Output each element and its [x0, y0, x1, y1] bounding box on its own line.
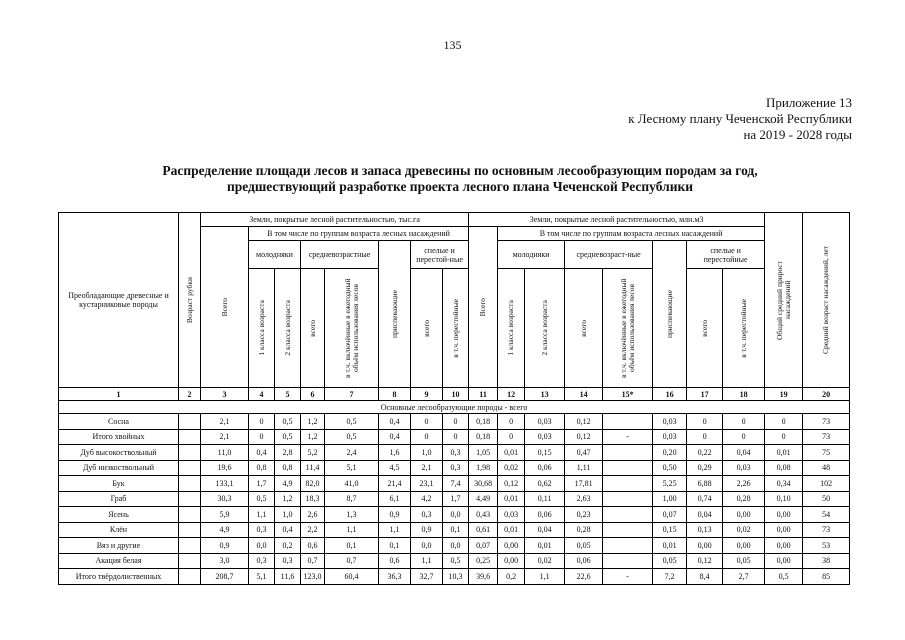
table-cell: 0,03	[525, 414, 565, 430]
table-cell: 0,18	[469, 429, 498, 445]
species-name: Клён	[59, 522, 179, 538]
table-cell: 30,68	[469, 476, 498, 492]
header-area-middle-incl: в т.ч. включённые в ежегодный объём использования лесов	[325, 269, 379, 388]
table-cell: 4,9	[201, 522, 249, 538]
species-name: Вяз и другие	[59, 538, 179, 554]
table-cell: 1,1	[325, 522, 379, 538]
table-cell: 22,6	[565, 569, 603, 585]
species-name: Бук	[59, 476, 179, 492]
table-cell: 0,22	[687, 445, 723, 461]
column-number: 12	[498, 388, 525, 401]
forest-distribution-table	[58, 212, 850, 585]
table-cell	[603, 414, 653, 430]
table-cell: 133,1	[201, 476, 249, 492]
column-number: 8	[379, 388, 411, 401]
table-cell: 0,43	[469, 507, 498, 523]
table-cell	[179, 460, 201, 476]
table-cell: 2,63	[565, 491, 603, 507]
table-cell: 0,06	[525, 507, 565, 523]
table-cell: 2,1	[201, 414, 249, 430]
table-cell: 208,7	[201, 569, 249, 585]
header-total-increment: Общий средний прирост насаждений	[765, 213, 803, 388]
table-cell: 53	[803, 538, 850, 554]
table-cell: 0,5	[249, 491, 275, 507]
table-cell: 0	[443, 429, 469, 445]
table-cell: 0,3	[443, 460, 469, 476]
table-cell: 0,5	[443, 553, 469, 569]
table-cell: 0,4	[275, 522, 301, 538]
table-cell: 0,3	[443, 445, 469, 461]
table-cell: 0,7	[325, 553, 379, 569]
column-number: 3	[201, 388, 249, 401]
appendix-line-3: на 2019 - 2028 годы	[743, 127, 852, 142]
table-cell: 0,12	[565, 429, 603, 445]
table-cell: 0	[723, 429, 765, 445]
table-cell: 73	[803, 522, 850, 538]
table-cell	[603, 507, 653, 523]
header-area-by-age: В том числе по группам возраста лесных насаждений	[249, 227, 469, 241]
table-cell: 5,1	[325, 460, 379, 476]
table-cell: 0,05	[565, 538, 603, 554]
species-name: Дуб низкоствольный	[59, 460, 179, 476]
table-cell: 0,00	[723, 507, 765, 523]
table-cell	[179, 507, 201, 523]
table-cell: 38	[803, 553, 850, 569]
header-stock-maturing: приспевающие	[653, 241, 687, 388]
table-cell: 0,25	[469, 553, 498, 569]
table-row	[59, 460, 850, 476]
table-cell	[603, 491, 653, 507]
table-cell: 0,03	[653, 429, 687, 445]
table-cell: 0	[723, 414, 765, 430]
table-cell: 5,1	[249, 569, 275, 585]
table-cell: 0,01	[498, 491, 525, 507]
table-row	[59, 414, 850, 430]
table-cell: 0,01	[498, 445, 525, 461]
table-cell: 0,07	[653, 507, 687, 523]
table-cell: 0,28	[723, 491, 765, 507]
table-cell: 6,88	[687, 476, 723, 492]
table-cell: 0,20	[653, 445, 687, 461]
table-cell: 36,3	[379, 569, 411, 585]
table-cell: 102	[803, 476, 850, 492]
table-cell: 0,01	[653, 538, 687, 554]
header-stock-middle-all: всего	[565, 269, 603, 388]
table-cell: 0,07	[469, 538, 498, 554]
section-row	[59, 401, 850, 414]
header-area-overmature: в т.ч. перестойные	[443, 269, 469, 388]
species-name: Итого твёрдолиственных	[59, 569, 179, 585]
table-cell: 0,50	[653, 460, 687, 476]
table-cell: 0,28	[565, 522, 603, 538]
table-cell: 0,12	[687, 553, 723, 569]
table-cell: 5,25	[653, 476, 687, 492]
header-stock-middle-incl: в т.ч. включённые в ежегодный объём использования лесов	[603, 269, 653, 388]
table-cell: 0,04	[525, 522, 565, 538]
species-name: Дуб высокоствольный	[59, 445, 179, 461]
table-cell: 0,00	[498, 553, 525, 569]
table-row	[59, 553, 850, 569]
table-cell: 2,26	[723, 476, 765, 492]
table-cell: 18,3	[301, 491, 325, 507]
table-cell: 0,6	[301, 538, 325, 554]
table-cell: 0,03	[653, 414, 687, 430]
header-avg-age: Средний возраст насаждений, лет	[803, 213, 850, 388]
table-cell: 4,5	[379, 460, 411, 476]
column-number: 2	[179, 388, 201, 401]
header-stock-by-age: В том числе по группам возраста лесных насаждений	[498, 227, 765, 241]
section-title: Основные лесообразующие породы - всего	[59, 401, 850, 414]
column-number: 1	[59, 388, 179, 401]
table-cell	[603, 476, 653, 492]
table-cell: 0,9	[201, 538, 249, 554]
table-cell: 0,4	[379, 429, 411, 445]
table-cell: 1,1	[379, 522, 411, 538]
table-cell: 0	[498, 429, 525, 445]
table-cell: 0,11	[525, 491, 565, 507]
table-cell: 0,5	[765, 569, 803, 585]
table-cell: 0,3	[249, 553, 275, 569]
table-cell	[603, 460, 653, 476]
table-cell: 7,2	[653, 569, 687, 585]
table-cell: 73	[803, 429, 850, 445]
table-cell: 1,98	[469, 460, 498, 476]
table-cell: 0	[687, 414, 723, 430]
header-stock-middle: средневозраст-ные	[565, 241, 653, 269]
header-stock-mature-all: всего	[687, 269, 723, 388]
header-area-mature-all: всего	[411, 269, 443, 388]
table-cell: 0,12	[565, 414, 603, 430]
table-cell: 0,1	[325, 538, 379, 554]
table-cell: 0	[443, 414, 469, 430]
table-cell: 1,1	[411, 553, 443, 569]
table-cell: 8,7	[325, 491, 379, 507]
table-cell: 2,1	[201, 429, 249, 445]
header-area-mature: спелые и перестой-ные	[411, 241, 469, 269]
table-cell: 0,00	[687, 538, 723, 554]
table-cell: 0,01	[525, 538, 565, 554]
table-row	[59, 476, 850, 492]
table-cell: 48	[803, 460, 850, 476]
title-line-1: Распределение площади лесов и запаса древесины по основным лесообразующим породам за год,	[162, 163, 758, 178]
table-cell: 0,00	[723, 538, 765, 554]
table-cell: 0,05	[723, 553, 765, 569]
table-cell: 32,7	[411, 569, 443, 585]
table-row	[59, 507, 850, 523]
table-cell: 0,08	[765, 460, 803, 476]
table-cell	[603, 522, 653, 538]
table-row	[59, 445, 850, 461]
table-cell: 1,2	[275, 491, 301, 507]
page-number: 135	[443, 38, 462, 52]
table-cell: 0,00	[498, 538, 525, 554]
table-cell: 82,0	[301, 476, 325, 492]
species-name: Акация белая	[59, 553, 179, 569]
appendix-line-1: Приложение 13	[765, 95, 852, 110]
column-number: 18	[723, 388, 765, 401]
table-cell: 0,13	[687, 522, 723, 538]
table-cell: 5,2	[301, 445, 325, 461]
table-cell: 1,05	[469, 445, 498, 461]
table-cell: 23,1	[411, 476, 443, 492]
table-cell: 0,9	[379, 507, 411, 523]
table-cell: 0,5	[325, 429, 379, 445]
table-cell: 123,0	[301, 569, 325, 585]
column-number: 13	[525, 388, 565, 401]
table-cell: 6,1	[379, 491, 411, 507]
table-cell: 41,0	[325, 476, 379, 492]
table-cell: 54	[803, 507, 850, 523]
table-cell: -	[603, 429, 653, 445]
column-number: 19	[765, 388, 803, 401]
header-stock-total: Всего	[469, 227, 498, 388]
table-cell: 0,8	[249, 460, 275, 476]
table-cell: 0,74	[687, 491, 723, 507]
table-cell: 0,03	[723, 460, 765, 476]
table-row	[59, 538, 850, 554]
table-cell: 7,4	[443, 476, 469, 492]
table-cell: 0,02	[723, 522, 765, 538]
table-cell: 1,7	[443, 491, 469, 507]
species-name: Ясень	[59, 507, 179, 523]
table-cell: 0	[411, 414, 443, 430]
table-cell: 0	[249, 429, 275, 445]
table-cell: 0,2	[275, 538, 301, 554]
table-cell: 39,6	[469, 569, 498, 585]
column-number: 7	[325, 388, 379, 401]
table-cell	[179, 491, 201, 507]
column-number: 10	[443, 388, 469, 401]
table-cell	[179, 522, 201, 538]
header-stock-group: Земли, покрытые лесной растительностью, млн.м3	[469, 213, 765, 227]
header-area-young: молодняки	[249, 241, 301, 269]
table-cell: 0	[687, 429, 723, 445]
table-cell: 0,02	[498, 460, 525, 476]
column-number: 9	[411, 388, 443, 401]
table-cell: 1,1	[525, 569, 565, 585]
table-cell: 0,06	[525, 460, 565, 476]
table-cell: 85	[803, 569, 850, 585]
header-area-class-1: 1 класса возраста	[249, 269, 275, 388]
table-cell: 1,0	[411, 445, 443, 461]
table-cell: 60,4	[325, 569, 379, 585]
table-cell: 11,6	[275, 569, 301, 585]
appendix-line-2: к Лесному плану Чеченской Республики	[628, 111, 852, 126]
header-area-total: Всего	[201, 227, 249, 388]
table-cell: 0,3	[249, 522, 275, 538]
table-cell: 11,0	[201, 445, 249, 461]
table-cell: 0,3	[411, 507, 443, 523]
table-row	[59, 491, 850, 507]
table-cell: 3,0	[201, 553, 249, 569]
table-cell: 0,0	[249, 538, 275, 554]
header-area-class-2: 2 класса возраста	[275, 269, 301, 388]
table-cell	[179, 553, 201, 569]
table-cell: 1,00	[653, 491, 687, 507]
header-area-middle-all: всего	[301, 269, 325, 388]
table-cell: 0,5	[275, 414, 301, 430]
table-cell: 4,49	[469, 491, 498, 507]
header-stock-class-1: 1 класса возраста	[498, 269, 525, 388]
header-age-of-cutting: Возраст рубки	[179, 213, 201, 388]
table-cell: 0,5	[325, 414, 379, 430]
table-cell: 17,81	[565, 476, 603, 492]
table-cell: 0,01	[498, 522, 525, 538]
column-number-row	[59, 388, 850, 401]
table-cell: 0,1	[379, 538, 411, 554]
appendix-caption	[628, 95, 852, 143]
table-cell: 75	[803, 445, 850, 461]
table-cell: 0,1	[443, 522, 469, 538]
table-cell: 0,01	[765, 445, 803, 461]
table-cell: 4,9	[275, 476, 301, 492]
table-cell: 4,2	[411, 491, 443, 507]
table-cell: 11,4	[301, 460, 325, 476]
header-area-maturing: приспевающие	[379, 241, 411, 388]
table-cell: 0,15	[525, 445, 565, 461]
table-cell: 1,6	[379, 445, 411, 461]
table-cell: 0,00	[765, 553, 803, 569]
column-number: 5	[275, 388, 301, 401]
table-cell: 2,2	[301, 522, 325, 538]
table-cell: 0,00	[765, 507, 803, 523]
table-cell: 0,03	[525, 429, 565, 445]
column-number: 6	[301, 388, 325, 401]
table-cell: 2,7	[723, 569, 765, 585]
header-species: Преобладающие древесные и кустарниковые породы	[59, 213, 179, 388]
table-cell: 21,4	[379, 476, 411, 492]
table-cell: 0	[411, 429, 443, 445]
column-number: 4	[249, 388, 275, 401]
table-cell: 0,62	[525, 476, 565, 492]
table-cell: 19,6	[201, 460, 249, 476]
table-cell: 0,34	[765, 476, 803, 492]
table-cell: 0,3	[275, 553, 301, 569]
species-name: Итого хвойных	[59, 429, 179, 445]
table-cell: 5,9	[201, 507, 249, 523]
header-area-middle: средневозрастные	[301, 241, 379, 269]
document-title	[100, 163, 820, 195]
table-cell: 0,00	[765, 522, 803, 538]
column-number: 14	[565, 388, 603, 401]
table-cell: 1,2	[301, 429, 325, 445]
species-name: Граб	[59, 491, 179, 507]
table-cell: 1,3	[325, 507, 379, 523]
table-cell: 0,47	[565, 445, 603, 461]
table-cell	[179, 538, 201, 554]
table-cell: 0,04	[687, 507, 723, 523]
table-cell: 0,8	[275, 460, 301, 476]
table-cell: 2,8	[275, 445, 301, 461]
table-cell: 1,7	[249, 476, 275, 492]
table-cell: 0,23	[565, 507, 603, 523]
table-row	[59, 429, 850, 445]
table-cell: 0,6	[379, 553, 411, 569]
table-cell: 0,15	[653, 522, 687, 538]
column-number: 16	[653, 388, 687, 401]
table-cell	[179, 476, 201, 492]
table-cell: 0,29	[687, 460, 723, 476]
column-number: 17	[687, 388, 723, 401]
table-cell: 2,6	[301, 507, 325, 523]
table-cell: 0,00	[765, 538, 803, 554]
table-cell: 50	[803, 491, 850, 507]
table-cell: 0,5	[275, 429, 301, 445]
title-line-2: предшествующий разработке проекта лесного плана Чеченской Республики	[226, 179, 694, 194]
header-stock-overmature: в т.ч. перестойные	[723, 269, 765, 388]
table-cell: 0,0	[443, 507, 469, 523]
table-cell: 1,0	[275, 507, 301, 523]
header-area-group: Земли, покрытые лесной растительностью, тыс.га	[201, 213, 469, 227]
table-cell: 2,1	[411, 460, 443, 476]
table-cell: 0,7	[301, 553, 325, 569]
column-number: 11	[469, 388, 498, 401]
table-cell: 0	[765, 429, 803, 445]
table-cell: 0	[765, 414, 803, 430]
table-cell	[179, 445, 201, 461]
table-cell: 0,2	[498, 569, 525, 585]
table-cell: 2,4	[325, 445, 379, 461]
table-cell: 0,0	[411, 538, 443, 554]
table-row	[59, 522, 850, 538]
table-cell: 1,1	[249, 507, 275, 523]
table-cell: 0	[498, 414, 525, 430]
table-cell	[179, 569, 201, 585]
table-cell: 1,2	[301, 414, 325, 430]
species-name: Сосна	[59, 414, 179, 430]
table-cell: 0,06	[565, 553, 603, 569]
table-cell: 0,04	[723, 445, 765, 461]
table-cell: -	[603, 569, 653, 585]
table-cell: 0,9	[411, 522, 443, 538]
header-stock-class-2: 2 класса возраста	[525, 269, 565, 388]
table-cell: 0	[249, 414, 275, 430]
table-cell	[179, 414, 201, 430]
table-cell: 10,3	[443, 569, 469, 585]
table-cell: 0,0	[443, 538, 469, 554]
table-cell	[179, 429, 201, 445]
table-cell: 0,05	[653, 553, 687, 569]
table-cell: 0,18	[469, 414, 498, 430]
column-number: 15*	[603, 388, 653, 401]
table-cell: 1,11	[565, 460, 603, 476]
table-cell: 73	[803, 414, 850, 430]
table-cell	[603, 445, 653, 461]
table-cell: 30,3	[201, 491, 249, 507]
table-cell: 0,12	[498, 476, 525, 492]
header-stock-young: молодняки	[498, 241, 565, 269]
table-row	[59, 569, 850, 585]
table-cell: 8,4	[687, 569, 723, 585]
table-cell: 0,10	[765, 491, 803, 507]
table-cell: 0,02	[525, 553, 565, 569]
table-cell	[603, 538, 653, 554]
table-cell: 0,61	[469, 522, 498, 538]
table-cell	[603, 553, 653, 569]
header-stock-mature: спелые и перестойные	[687, 241, 765, 269]
table-cell: 0,03	[498, 507, 525, 523]
column-number: 20	[803, 388, 850, 401]
table-cell: 0,4	[249, 445, 275, 461]
table-cell: 0,4	[379, 414, 411, 430]
